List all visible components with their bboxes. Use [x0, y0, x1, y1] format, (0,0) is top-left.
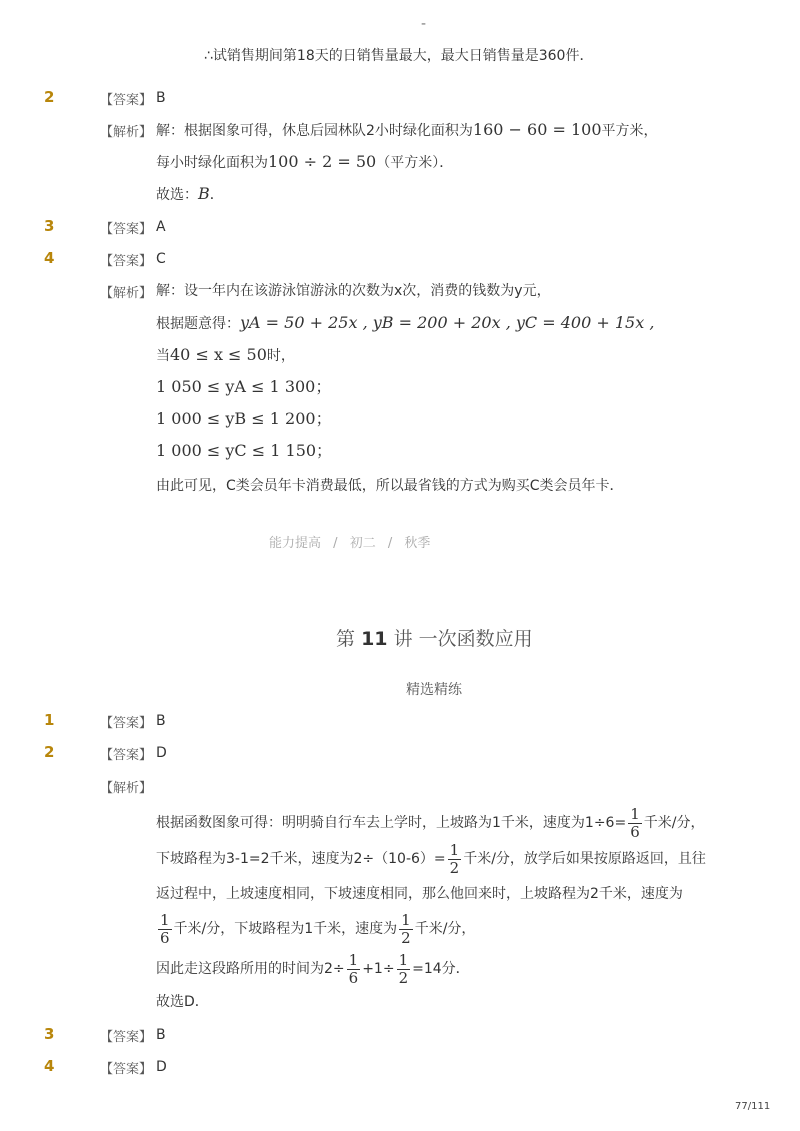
- answer-value: B: [156, 713, 166, 729]
- answer-value: C: [156, 251, 166, 267]
- question-number: 4: [44, 249, 55, 267]
- fraction-1-2: [399, 912, 413, 947]
- analysis-text: 解：根据图象可得，休息后园林队2小时绿化面积为: [156, 123, 473, 139]
- analysis-line: 返过程中，上坡速度相同，下坡速度相同，那么他回来时，上坡路程为2千米，速度为: [156, 886, 683, 902]
- analysis-line: [156, 120, 658, 141]
- inequality-line: 1 000 ≤ yB ≤ 1 200；: [156, 409, 332, 428]
- fraction-numerator: 1: [398, 950, 409, 969]
- answer-tag: 【答案】: [100, 1062, 153, 1077]
- analysis-text: 千米/分，下坡路程为1千米，速度为: [173, 921, 398, 937]
- fraction-numerator: 1: [160, 910, 170, 929]
- math-expression: B: [198, 184, 210, 203]
- prev-conclusion: ∴试销售期间第18天的日销售量最大，最大日销售量是360件．: [204, 48, 594, 64]
- answer-tag: 【答案】: [100, 1030, 153, 1045]
- fraction-numerator: 1: [401, 910, 411, 929]
- math-expression: 100 ÷ 2 = 50: [268, 152, 377, 171]
- question-number: 1: [44, 711, 55, 729]
- answer-value: D: [156, 745, 167, 761]
- answer-value: D: [156, 1059, 167, 1075]
- analysis-line: [156, 345, 295, 366]
- analysis-text: 平方米，: [601, 123, 658, 139]
- analysis-text: 当: [156, 348, 170, 364]
- answer-value: B: [156, 90, 166, 106]
- answer-tag: 【答案】: [100, 93, 153, 108]
- lecture-number: 11: [361, 628, 388, 650]
- lecture-name: 讲 一次函数应用: [393, 628, 533, 650]
- math-expression: yA = 50 + 25x , yB = 200 + 20x , yC = 400 + 15x ,: [240, 313, 655, 332]
- fraction-denominator: 2: [398, 968, 409, 987]
- lecture-prefix: 第: [336, 628, 356, 650]
- answer-tag: 【答案】: [100, 254, 153, 269]
- lecture-title: [336, 624, 533, 651]
- fraction-denominator: 2: [449, 858, 460, 877]
- fraction-1-6: [158, 912, 172, 947]
- footer-season: 秋季: [404, 536, 431, 551]
- question-number: 4: [44, 1057, 55, 1075]
- analysis-text: 根据函数图象可得：明明骑自行车去上学时，上坡路为1千米，速度为1÷6=: [156, 815, 627, 831]
- analysis-text: 根据题意得：: [156, 316, 240, 332]
- footer-grade: 初二: [349, 536, 376, 551]
- math-expression: 160 − 60 = 100: [472, 120, 602, 139]
- analysis-tag: 【解析】: [100, 286, 153, 301]
- analysis-line: [156, 152, 453, 173]
- analysis-text: 千米/分，: [643, 815, 705, 831]
- question-number: 2: [44, 88, 55, 106]
- analysis-text: 千米/分，: [414, 921, 476, 937]
- analysis-line: [156, 946, 470, 992]
- fraction-denominator: 2: [401, 928, 411, 947]
- analysis-line: 解：设一年内在该游泳馆游泳的次数为x次，消费的钱数为y元，: [156, 283, 551, 299]
- page-number: 77/111: [735, 1101, 771, 1112]
- analysis-text: （平方米）．: [376, 155, 454, 171]
- fraction-1-6: [347, 952, 361, 987]
- analysis-text: 因此走这段路所用的时间为2÷: [156, 961, 345, 977]
- question-number: 3: [44, 1025, 55, 1043]
- analysis-line: 由此可见，C类会员年卡消费最低，所以最省钱的方式为购买C类会员年卡．: [156, 478, 624, 494]
- fraction-1-2: [448, 842, 462, 877]
- analysis-text: 每小时绿化面积为: [156, 155, 268, 171]
- answer-tag: 【答案】: [100, 748, 153, 763]
- analysis-text: =14分．: [412, 961, 470, 977]
- answer-value: B: [156, 1027, 166, 1043]
- fraction-denominator: 6: [630, 822, 640, 841]
- question-number: 2: [44, 743, 55, 761]
- fraction-numerator: 1: [348, 950, 359, 969]
- analysis-text: 千米/分，放学后如果按原路返回，且往: [463, 851, 706, 867]
- page-footer: [269, 532, 430, 551]
- analysis-text: 下坡路程为3-1=2千米，速度为2÷（10-6）=: [156, 851, 446, 867]
- analysis-text: +1÷: [362, 961, 395, 977]
- fraction-numerator: 1: [449, 840, 460, 859]
- answer-value: A: [156, 219, 166, 235]
- analysis-line: [156, 836, 706, 882]
- section-title: 精选精练: [406, 682, 462, 698]
- math-expression: 40 ≤ x ≤ 50: [170, 345, 267, 364]
- fraction-1-2: [397, 952, 411, 987]
- analysis-text: 时，: [266, 348, 295, 364]
- answer-tag: 【答案】: [100, 716, 153, 731]
- answer-tag: 【答案】: [100, 222, 153, 237]
- analysis-line: [156, 184, 224, 205]
- top-mark: -: [421, 16, 427, 32]
- analysis-text: ．: [209, 187, 224, 203]
- inequality-line: 1 050 ≤ yA ≤ 1 300；: [156, 377, 332, 396]
- footer-separator: /: [333, 536, 338, 551]
- inequality-line: 1 000 ≤ yC ≤ 1 150；: [156, 441, 333, 460]
- footer-level: 能力提高: [269, 536, 322, 551]
- fraction-denominator: 6: [348, 968, 359, 987]
- analysis-line: [156, 313, 654, 334]
- fraction-numerator: 1: [630, 804, 640, 823]
- fraction-denominator: 6: [160, 928, 170, 947]
- analysis-tag: 【解析】: [100, 781, 153, 796]
- footer-separator: /: [387, 536, 393, 551]
- analysis-tag: 【解析】: [100, 125, 153, 140]
- analysis-text: 故选：: [156, 187, 198, 203]
- analysis-line: 故选D．: [156, 994, 209, 1010]
- question-number: 3: [44, 217, 55, 235]
